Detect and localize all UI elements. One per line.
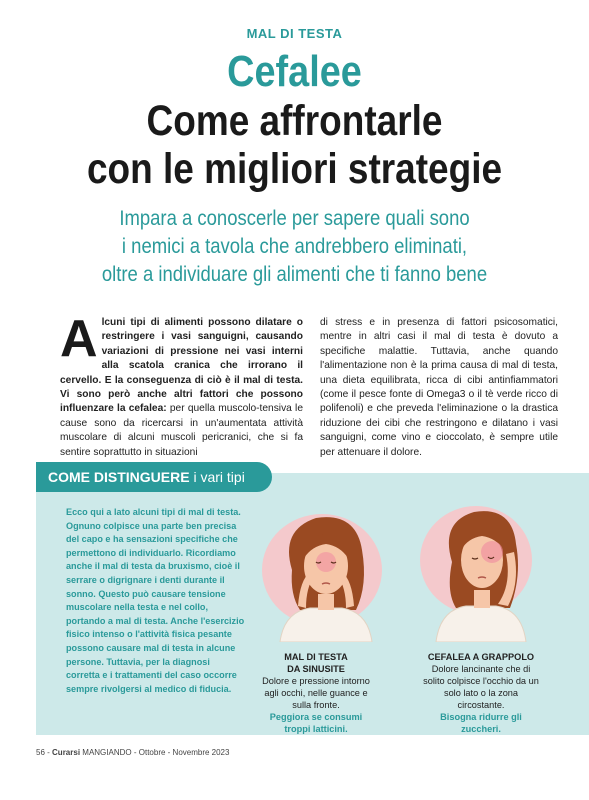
- sinus-title-line-1: MAL DI TESTA: [284, 652, 348, 662]
- info-box-intro: Ecco qui a lato alcuni tipi di mal di testa. Ognuno colpisce una parte ben precisa del capo e ha sensazioni specifiche che permettono di individuarlo. Ricordiamo anche il mal di testa da bruxismo, cioè il serrare o digrignare i denti durante il sonno. Questo può causare tensione muscolare nella testa e nel collo, portando a mal di testa. Anche l'esercizio fisico intenso o l'attività fisica pesante possono causare mal di testa in alcune persone. Tuttavia, per la diagnosi corretta e i trattamenti del caso occorre sempre rivolgersi al medico di fiducia.: [66, 507, 245, 694]
- article-right-text: di stress e in presenza di fattori psicosomatici, mentre in altri casi il mal di testa è dovuto a specifiche malattie. Tuttavia, anche quando l'alimentazione non è la prima causa di mal di testa, una dieta equilibrata, ricca di cibi antinfiammatori (come il pesce fonte di Omega3 o il tè verde ricco di polifenoli) e che preveda l'eliminazione o la drastica riduzione dei cibi che restringono e dilatano i vasi sanguigni, come vino e cioccolato, è sempre utile per attenuare il dolore.: [320, 317, 558, 458]
- cluster-caption: [422, 651, 540, 735]
- subtitle-line-3: oltre a individuare gli alimenti che ti fanno bene: [101, 263, 488, 286]
- tab-bold: COME DISTINGUERE: [48, 469, 190, 485]
- subtitle: [35, 205, 553, 289]
- article-lead: lcuni tipi di alimenti possono dilatare o restringere i vasi sanguigni, causando variazioni di pressione nei vasi interni alla scatola cranica che irrorano il cervello. E la conseguenza di ciò è il mal di testa. Vi sono però anche altri fattori che possono influenzare la cefalea:: [60, 317, 303, 415]
- subtitle-line-1: Impara a conoscerle per sapere quali sono: [119, 207, 470, 230]
- sinus-headache-illustration: [270, 510, 382, 642]
- issue-date: - Ottobre - Novembre 2023: [133, 748, 230, 757]
- cluster-headache-illustration: [428, 504, 534, 642]
- title-line-1: Come affrontarle: [146, 97, 443, 145]
- magazine-name: Curarsi: [52, 748, 81, 757]
- sinus-title-line-2: DA SINUSITE: [287, 664, 345, 674]
- magazine-section: MANGIANDO: [82, 748, 132, 757]
- page-footer: [36, 748, 229, 757]
- info-box-tab: [36, 462, 272, 492]
- subtitle-line-2: i nemici a tavola che andrebbero eliminati,: [121, 235, 468, 258]
- title-accent: Cefalee: [227, 47, 362, 96]
- dropcap: A: [60, 310, 98, 368]
- article-column-left: [60, 310, 303, 460]
- sinus-caption: [256, 651, 376, 735]
- section-kicker: MAL DI TESTA: [246, 26, 343, 41]
- cluster-tip: Bisogna ridurre gli zuccheri.: [440, 712, 522, 734]
- cluster-desc: Dolore lancinante che di solito colpisce l'occhio da un solo lato o la zona circostante.: [423, 664, 539, 710]
- sinus-tip: Peggiora se consumi troppi latticini.: [269, 712, 363, 734]
- title-line-2: con le migliori strategie: [86, 145, 503, 193]
- cluster-title: CEFALEA A GRAPPOLO: [427, 652, 535, 662]
- article-left-text: per quella muscolo-tensiva le cause sono da ricercarsi in un'aumentata attività muscolare di alcuni muscoli pericranici, che si fa sentire soprattutto in situazioni: [60, 403, 303, 458]
- sinus-desc: Dolore e pressione intorno agli occhi, nelle guance e sulla fronte.: [262, 676, 370, 710]
- article-column-right: [320, 316, 558, 460]
- page-number: 56 -: [36, 748, 50, 757]
- tab-rest: i vari tipi: [189, 469, 245, 485]
- page-title: [41, 97, 548, 193]
